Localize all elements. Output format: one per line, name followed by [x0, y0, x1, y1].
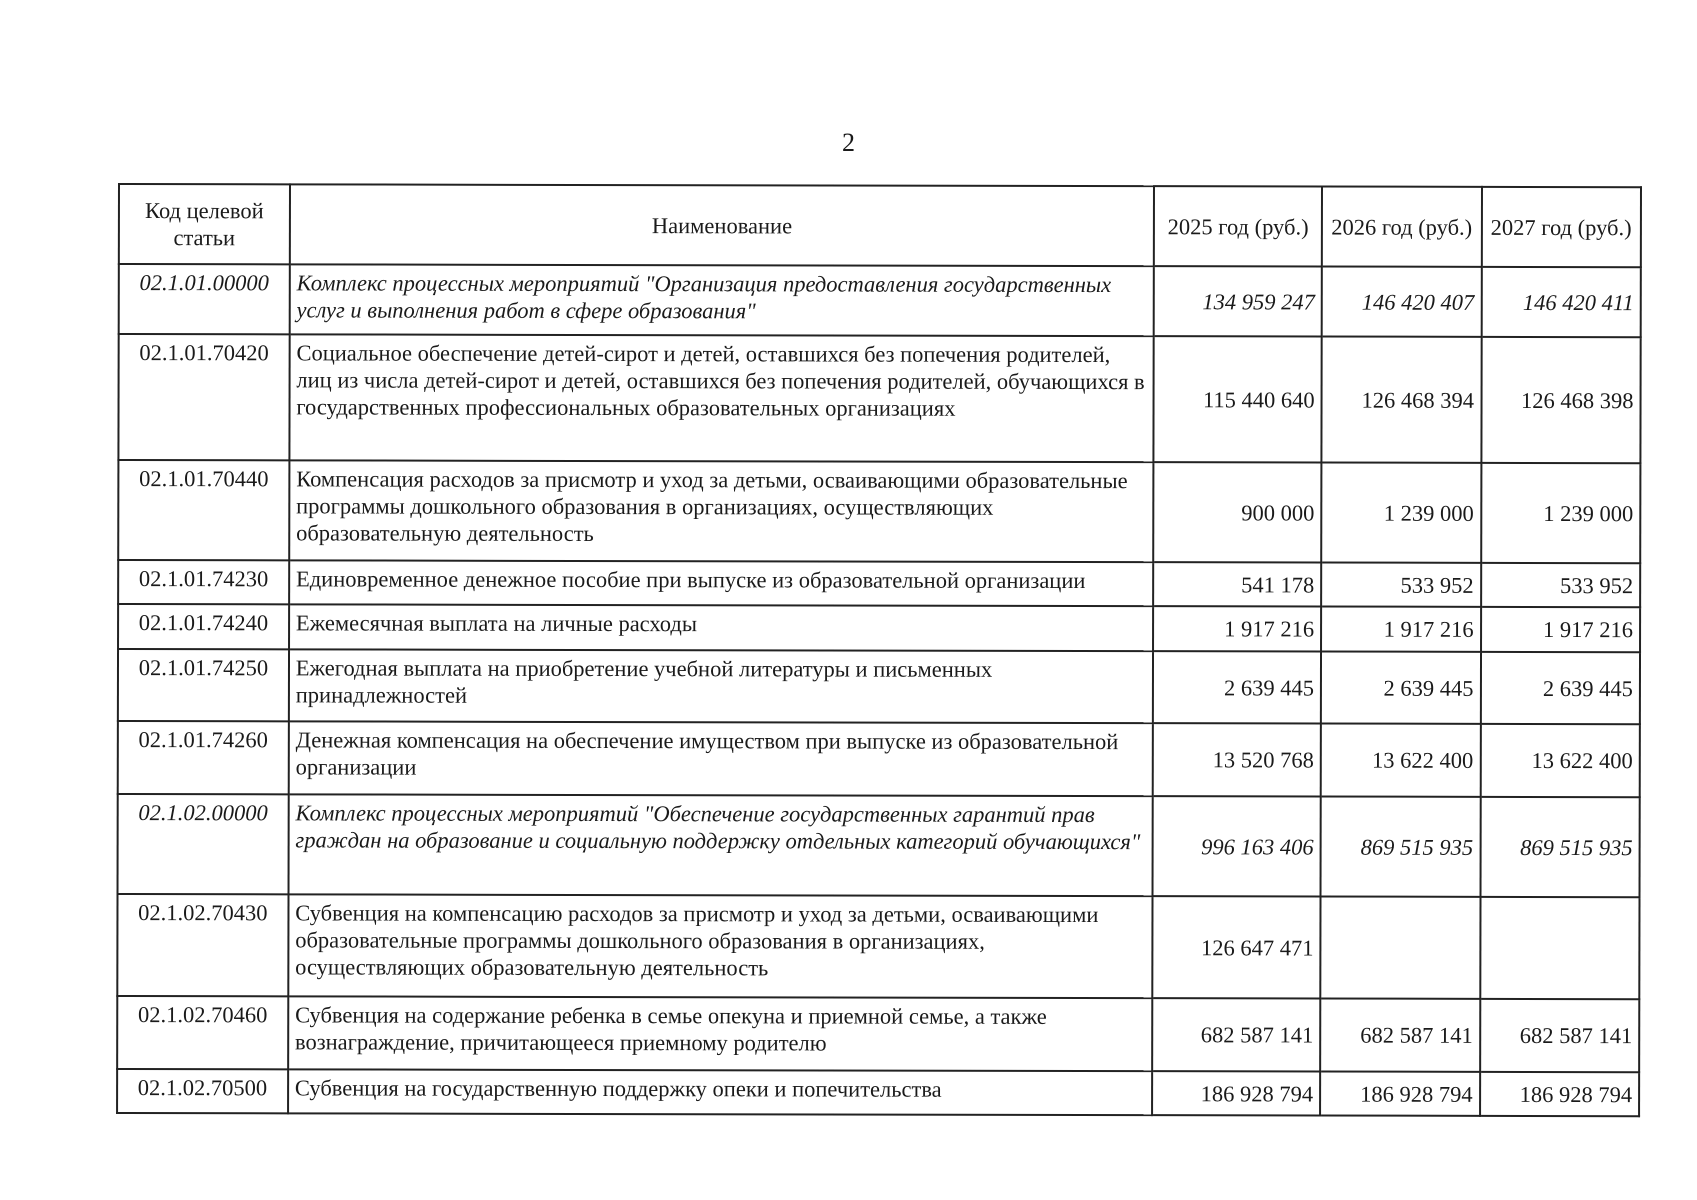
table-row: [118, 460, 1640, 563]
row-value-2027: 2 639 445: [1480, 652, 1640, 724]
row-code: 02.1.02.70460: [117, 996, 288, 1069]
row-value-2027: 1 917 216: [1481, 607, 1641, 652]
row-value-2026: 146 420 407: [1322, 267, 1482, 337]
row-name: Ежемесячная выплата на личные расходы: [289, 604, 1154, 651]
row-value-2027: 533 952: [1481, 563, 1641, 607]
table-row: [118, 560, 1640, 607]
row-code: 02.1.02.70430: [117, 894, 288, 996]
row-value-2025: 2 639 445: [1153, 651, 1321, 723]
row-code: 02.1.01.74230: [118, 560, 289, 604]
row-value-2026: 1 239 000: [1321, 463, 1481, 563]
row-value-2027: 1 239 000: [1481, 463, 1641, 563]
row-value-2025: 1 917 216: [1153, 606, 1321, 651]
table-header-row: [119, 184, 1641, 267]
row-value-2025: 126 647 471: [1153, 896, 1321, 998]
row-value-2025: 900 000: [1154, 462, 1322, 562]
row-name: Единовременное денежное пособие при выпуске из образовательной организации: [289, 560, 1154, 606]
row-value-2027: 186 928 794: [1480, 1072, 1640, 1116]
row-name: Компенсация расходов за присмотр и уход за детьми, осваивающими образовательные программы дошкольного образования в организациях, осуществляющих образовательную деятельность: [289, 460, 1154, 562]
header-code: Код целевой статьи: [119, 184, 290, 264]
row-name: Денежная компенсация на обеспечение имуществом при выпуске из образовательной организации: [289, 721, 1154, 796]
row-code: 02.1.01.74260: [118, 721, 289, 794]
row-value-2026: 2 639 445: [1321, 652, 1481, 724]
row-name: Субвенция на компенсацию расходов за присмотр и уход за детьми, осваивающими образовательные программы дошкольного образования в организациях, осуществляющих образовательную деятельность: [288, 894, 1153, 998]
row-name: Социальное обеспечение детей-сирот и детей, оставшихся без попечения родителей, лиц из числа детей-сирот и детей, оставшихся без попечения родителей, обучающихся в государственных профессиональных образовательных организациях: [289, 334, 1154, 462]
row-value-2026: [1320, 897, 1480, 999]
row-value-2027: 682 587 141: [1480, 999, 1640, 1072]
header-2025: 2025 год (руб.): [1154, 186, 1322, 266]
budget-table: [116, 183, 1642, 1117]
row-value-2027: 126 468 398: [1481, 337, 1641, 463]
table-row: [118, 721, 1640, 797]
header-2026: 2026 год (руб.): [1322, 187, 1482, 267]
table-row: [117, 996, 1639, 1072]
table-row: [117, 1069, 1639, 1116]
row-value-2027: 146 420 411: [1481, 267, 1641, 337]
row-value-2027: 869 515 935: [1480, 797, 1640, 897]
row-value-2025: 134 959 247: [1154, 266, 1322, 336]
row-value-2025: 682 587 141: [1153, 998, 1321, 1071]
row-value-2026: 186 928 794: [1320, 1072, 1480, 1116]
row-value-2026: 1 917 216: [1321, 607, 1481, 652]
row-code: 02.1.01.74250: [118, 649, 289, 721]
table-row: [119, 264, 1641, 337]
row-value-2025: 996 163 406: [1153, 796, 1321, 896]
row-value-2026: 869 515 935: [1321, 797, 1481, 897]
header-2027: 2027 год (руб.): [1481, 187, 1641, 267]
row-name: Комплекс процессных мероприятий "Организация предоставления государственных услуг и выполнения работ в сфере образования": [290, 264, 1155, 336]
table-row: [118, 649, 1640, 724]
row-value-2027: 13 622 400: [1480, 724, 1640, 797]
table-row: [118, 604, 1640, 652]
header-name: Наименование: [290, 184, 1155, 266]
row-name: Субвенция на государственную поддержку опеки и попечительства: [288, 1069, 1153, 1115]
row-value-2025: 13 520 768: [1153, 723, 1321, 796]
page-number: 2: [842, 128, 855, 157]
row-code: 02.1.01.70420: [118, 334, 289, 460]
table-row: [117, 894, 1639, 999]
table-row: [118, 334, 1640, 463]
row-value-2026: 533 952: [1321, 563, 1481, 607]
table-row: [118, 794, 1640, 897]
row-value-2026: 126 468 394: [1321, 337, 1481, 463]
row-name: Субвенция на содержание ребенка в семье опекуна и приемной семье, а также вознаграждение, причитающееся приемному родителю: [288, 996, 1153, 1071]
row-value-2026: 13 622 400: [1321, 724, 1481, 797]
row-code: 02.1.01.74240: [118, 604, 289, 649]
row-code: 02.1.01.00000: [119, 264, 290, 334]
row-name: Ежегодная выплата на приобретение учебной литературы и письменных принадлежностей: [289, 649, 1154, 723]
row-value-2026: 682 587 141: [1320, 999, 1480, 1072]
row-code: 02.1.02.00000: [118, 794, 289, 894]
row-value-2027: [1480, 897, 1640, 999]
row-code: 02.1.02.70500: [117, 1069, 288, 1113]
row-value-2025: 115 440 640: [1154, 336, 1322, 462]
row-name: Комплекс процессных мероприятий "Обеспечение государственных гарантий прав граждан на образование и социальную поддержку отдельных категорий обучающихся": [288, 794, 1153, 896]
row-value-2025: 541 178: [1153, 562, 1321, 606]
row-value-2025: 186 928 794: [1152, 1071, 1320, 1115]
row-code: 02.1.01.70440: [118, 460, 289, 560]
